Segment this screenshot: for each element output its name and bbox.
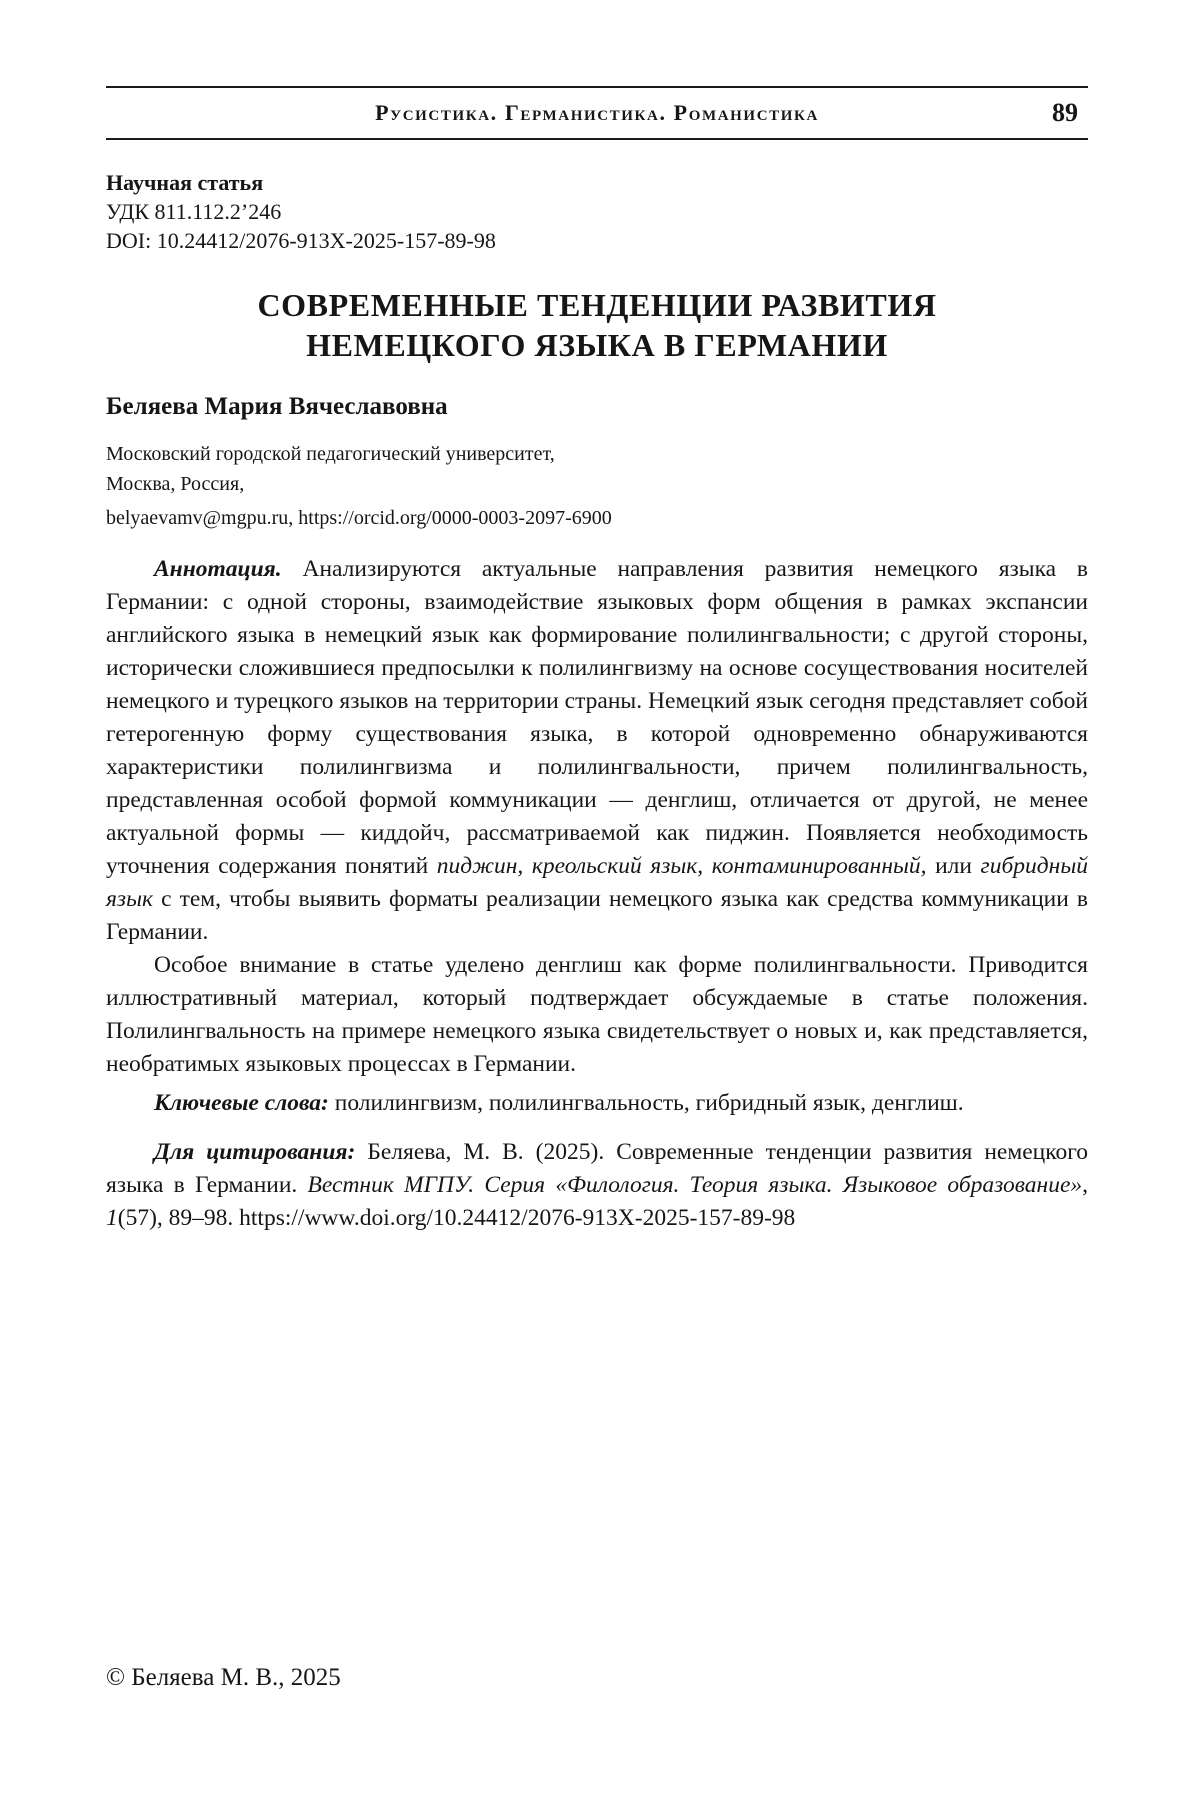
abstract-term-hybrid: гибридный язык (106, 853, 1088, 912)
keywords (106, 1087, 1088, 1120)
citation-label: Для цитирования: (154, 1139, 355, 1165)
affiliation-university: Московский городской педагогический университет, (106, 439, 1088, 469)
abstract-or: или (927, 853, 981, 879)
doi: DOI: 10.24412/2076-913X-2025-157-89-98 (106, 226, 1088, 255)
article-meta (106, 168, 1088, 255)
abstract-text-1: Анализируются актуальные направления развития немецкого языка в Германии: с одной стороны, взаимодействие языковых форм общения в рамках экспансии английского языка в немецкий язык как формирование полилингвальности; с другой стороны, исторически сложившиеся предпосылки к полилингвизму на основе сосуществования носителей немецкого и турецкого языков на территории страны. Немецкий язык сегодня представляет собой гетерогенную форму существования языка, в которой одновременно обнаруживаются характеристики полилингвизма и полилингвальности, причем полилингвальность, представленная особой формой коммуникации — денглиш, отличается от другой, не менее актуальной формы — киддойч, рассматриваемой как пиджин. Появляется необходимость уточнения содержания понятий (106, 556, 1088, 879)
citation (106, 1136, 1088, 1235)
abstract-paragraph-2: Особое внимание в статье уделено денглиш как форме полилингвальности. Приводится иллюстративный материал, который подтверждает обсуждаемые в статье положения. Полилингвальность на примере немецкого языка свидетельствует о новых и, как представляется, необратимых языковых процессах в Германии. (106, 949, 1088, 1081)
abstract-paragraph-1 (106, 553, 1088, 949)
running-header (106, 86, 1088, 140)
citation-text-2: (57), 89–98. https://www.doi.org/10.24412/2076-913X-2025-157-89-98 (118, 1205, 796, 1231)
citation-journal: Вестник МГПУ. Серия «Филология. Теория языка. Языковое образование» (308, 1172, 1083, 1198)
keywords-text: полилингвизм, полилингвальность, гибридный язык, денглиш. (329, 1090, 964, 1116)
author-affiliation (106, 439, 1088, 499)
citation-paragraph (106, 1136, 1088, 1235)
title-line-1: СОВРЕМЕННЫЕ ТЕНДЕНЦИИ РАЗВИТИЯ (106, 285, 1088, 325)
title-line-2: НЕМЕЦКОГО ЯЗЫКА В ГЕРМАНИИ (106, 325, 1088, 365)
article-title (106, 285, 1088, 365)
affiliation-city: Москва, Россия, (106, 469, 1088, 499)
copyright-notice: © Беляева М. В., 2025 (106, 1662, 341, 1694)
citation-comma: , (1082, 1172, 1088, 1198)
author-name: Беляева Мария Вячеславовна (106, 391, 1088, 423)
abstract-label: Аннотация. (154, 556, 282, 582)
keywords-label: Ключевые слова: (154, 1090, 329, 1116)
page-number: 89 (1052, 88, 1078, 138)
citation-volume: 1 (106, 1205, 118, 1231)
article-type: Научная статья (106, 168, 1088, 197)
article-page (106, 86, 1088, 1786)
author-contacts: belyaevamv@mgpu.ru, https://orcid.org/0000-0003-2097-6900 (106, 503, 1088, 533)
keywords-paragraph (106, 1087, 1088, 1120)
udc-code: УДК 811.112.2’246 (106, 197, 1088, 226)
citation-text-1: Беляева, М. В. (2025). Современные тенденции развития немецкого языка в Германии. (106, 1139, 1088, 1198)
abstract (106, 553, 1088, 1081)
journal-section-title: Русистика. Германистика. Романистика (106, 88, 1088, 138)
abstract-terms: пиджин, креольский язык, контаминированный, (437, 853, 927, 879)
abstract-text-2: с тем, чтобы выявить форматы реализации немецкого языка как средства коммуникации в Германии. (106, 886, 1088, 945)
